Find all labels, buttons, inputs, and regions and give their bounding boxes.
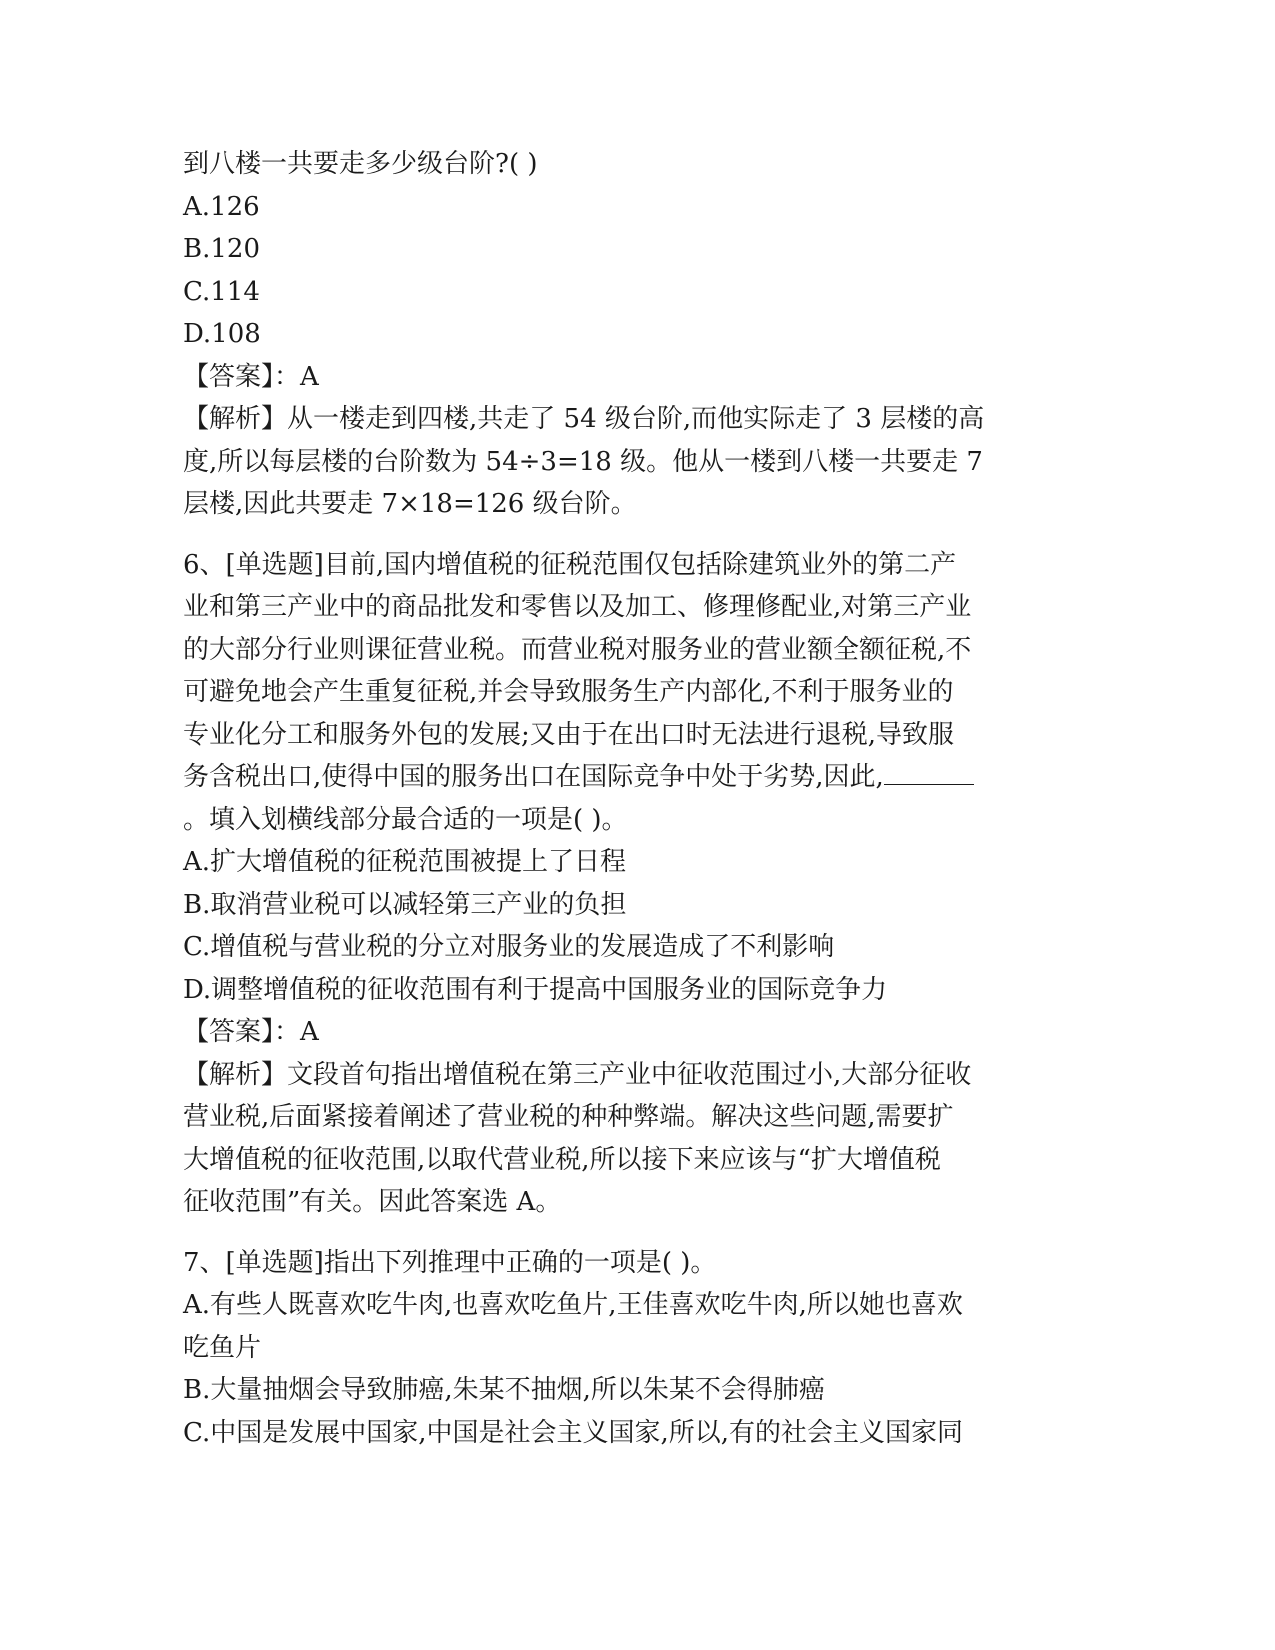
question-stem: 6、[单选题]目前,国内增值税的征税范围仅包括除建筑业外的第二产 bbox=[183, 549, 957, 580]
option-a: A.有些人既喜欢吃牛肉,也喜欢吃鱼片,王佳喜欢吃牛肉,所以她也喜欢 bbox=[183, 1290, 963, 1320]
option-b: B.大量抽烟会导致肺癌,朱某不抽烟,所以朱某不会得肺癌 bbox=[183, 1375, 825, 1405]
question-stem: 7、[单选题]指出下列推理中正确的一项是( )。 bbox=[183, 1247, 717, 1278]
question-stem: 可避免地会产生重复征税,并会导致服务生产内部化,不利于服务业的 bbox=[183, 677, 954, 707]
option-a: A.126 bbox=[183, 191, 260, 222]
fill-in-blank bbox=[884, 758, 974, 785]
question-5 bbox=[183, 143, 1083, 526]
analysis-line: 大增值税的征收范围,以取代营业税,所以接下来应该与“扩大增值税 bbox=[183, 1144, 941, 1175]
answer-line: 【答案】：A bbox=[183, 1017, 319, 1047]
question-divider bbox=[183, 1224, 1083, 1242]
option-a: A.扩大增值税的征税范围被提上了日程 bbox=[183, 847, 627, 877]
analysis-line: 度,所以每层楼的台阶数为 54÷3=18 级。他从一楼到八楼一共要走 7 bbox=[183, 446, 983, 477]
option-d: D.108 bbox=[183, 319, 261, 349]
question-stem-with-blank bbox=[183, 756, 1083, 799]
question-divider bbox=[183, 526, 1083, 544]
document-page bbox=[183, 143, 1083, 1454]
question-stem: 。填入划横线部分最合适的一项是( )。 bbox=[183, 804, 628, 835]
option-c: C.增值税与营业税的分立对服务业的发展造成了不利影响 bbox=[183, 932, 835, 962]
answer-line: 【答案】：A bbox=[183, 361, 319, 392]
question-stem: 业和第三产业中的商品批发和零售以及加工、修理修配业,对第三产业 bbox=[183, 592, 972, 622]
option-c: C.114 bbox=[183, 276, 260, 307]
analysis-line: 【解析】从一楼走到四楼,共走了 54 级台阶,而他实际走了 3 层楼的高 bbox=[183, 404, 985, 434]
analysis-line: 【解析】文段首句指出增值税在第三产业中征收范围过小,大部分征收 bbox=[183, 1059, 972, 1090]
analysis-line: 营业税,后面紧接着阐述了营业税的种种弊端。解决这些问题,需要扩 bbox=[183, 1102, 954, 1132]
option-c: C.中国是发展中国家,中国是社会主义国家,所以,有的社会主义国家同 bbox=[183, 1417, 964, 1448]
option-d: D.调整增值税的征收范围有利于提高中国服务业的国际竞争力 bbox=[183, 974, 888, 1005]
question-stem: 专业化分工和服务外包的发展;又由于在出口时无法进行退税,导致服 bbox=[183, 719, 955, 750]
option-a-continued: 吃鱼片 bbox=[183, 1332, 262, 1363]
question-stem: 的大部分行业则课征营业税。而营业税对服务业的营业额全额征税,不 bbox=[183, 634, 972, 665]
question-6 bbox=[183, 544, 1083, 1224]
option-b: B.取消营业税可以减轻第三产业的负担 bbox=[183, 889, 627, 920]
question-stem: 到八楼一共要走多少级台阶?( ) bbox=[183, 149, 538, 179]
option-b: B.120 bbox=[183, 234, 260, 264]
analysis-line: 征收范围”有关。因此答案选 A。 bbox=[183, 1187, 562, 1217]
analysis-line: 层楼,因此共要走 7×18=126 级台阶。 bbox=[183, 489, 637, 519]
question-stem: 务含税出口,使得中国的服务出口在国际竞争中处于劣势,因此, bbox=[183, 762, 884, 792]
question-7 bbox=[183, 1242, 1083, 1455]
